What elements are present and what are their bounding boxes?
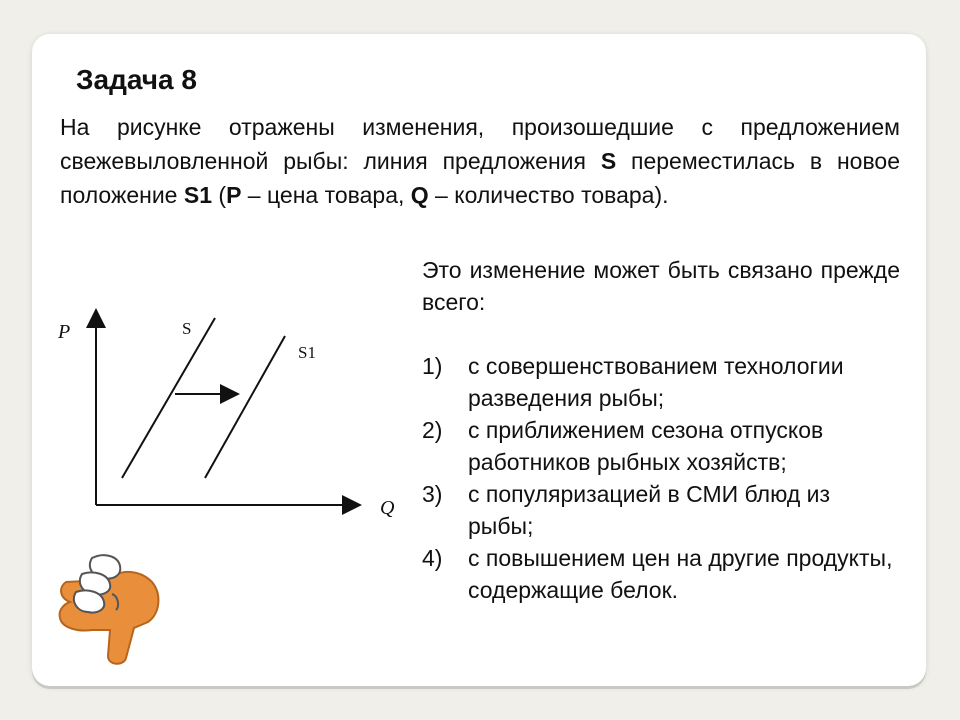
option-text: с совершенствованием технологии разведения рыбы; — [468, 353, 844, 411]
x-axis-label: Q — [380, 497, 395, 519]
option-number: 2) — [422, 417, 443, 443]
task-title: Задача 8 — [76, 64, 197, 95]
intro-text-4: – цена товара, — [241, 182, 411, 208]
supply-line-s1 — [205, 336, 285, 478]
answer-options — [422, 350, 900, 606]
supply-shift-graph — [40, 300, 420, 540]
answer-option[interactable] — [422, 414, 900, 478]
task-description — [60, 110, 900, 212]
curve-label-s: S — [182, 319, 192, 338]
intro-p-label: P — [226, 182, 242, 208]
answer-option[interactable] — [422, 542, 900, 606]
answer-option[interactable] — [422, 350, 900, 414]
intro-text-5: – количество товара). — [428, 182, 669, 208]
answer-option[interactable] — [422, 478, 900, 542]
intro-text-1: На рисунке отражены изменения, произошедшие с предложением свежевыловленной рыбы: линия предложения — [60, 114, 900, 174]
option-number: 1) — [422, 353, 443, 379]
option-number: 3) — [422, 481, 443, 507]
intro-text-2: переместилась в новое положение — [60, 148, 900, 208]
option-text: с приближением сезона отпусков работников рыбных хозяйств; — [468, 417, 824, 475]
intro-text-3: ( — [212, 182, 227, 208]
pointing-hand-icon — [52, 548, 162, 666]
y-axis-label: P — [58, 321, 71, 343]
curve-label-s1: S1 — [298, 343, 316, 362]
option-text: с повышением цен на другие продукты, содержащие белок. — [468, 545, 893, 603]
intro-s-label: S — [600, 148, 617, 174]
supply-line-s — [122, 318, 215, 478]
intro-s1-label: S1 — [183, 182, 213, 208]
option-number: 4) — [422, 545, 443, 571]
question-lead: Это изменение может быть связано прежде всего: — [422, 257, 900, 315]
question-block — [422, 254, 900, 606]
option-text: с популяризацией в СМИ блюд из рыбы; — [468, 481, 831, 539]
intro-q-label: Q — [410, 182, 429, 208]
